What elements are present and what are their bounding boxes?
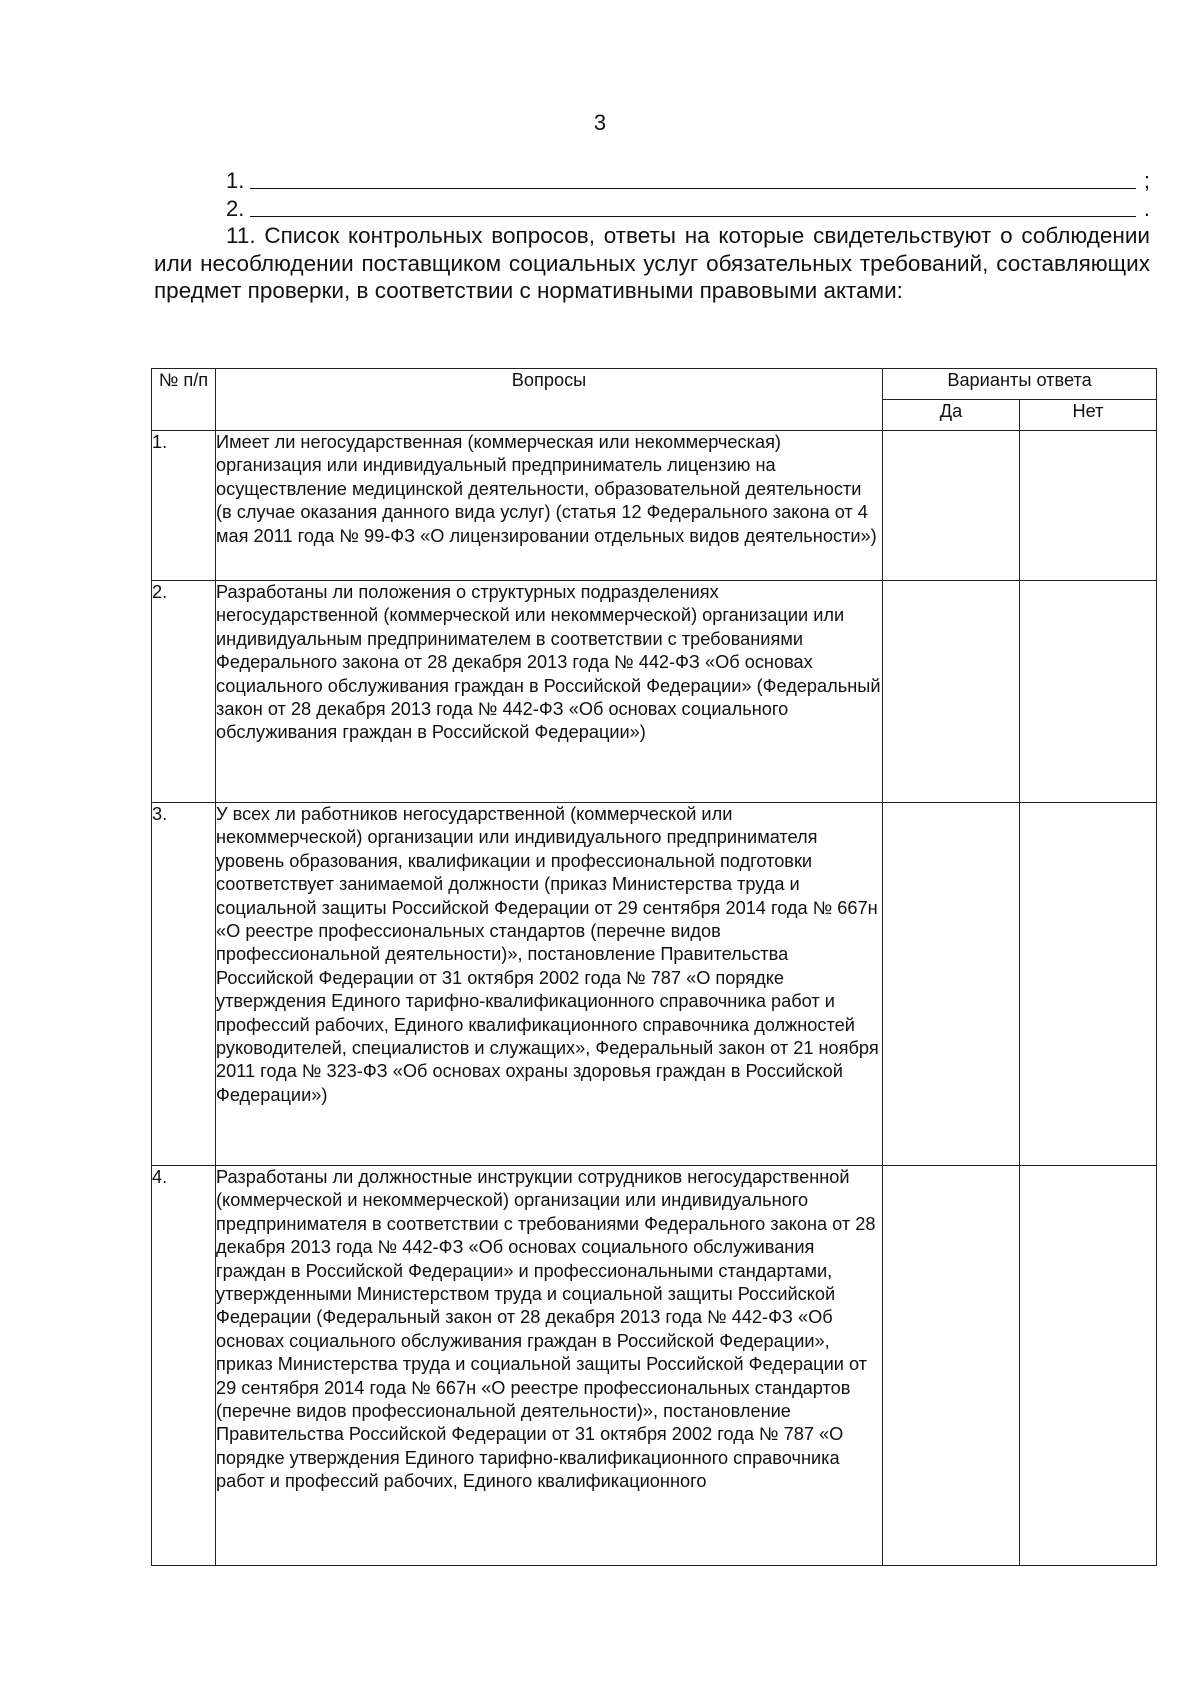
header-questions: Вопросы <box>216 369 883 431</box>
answer-yes-cell[interactable] <box>883 431 1020 581</box>
blank-line-1 <box>212 168 1150 194</box>
row-number: 1. <box>152 431 216 581</box>
row-number: 3. <box>152 803 216 1166</box>
answer-no-cell[interactable] <box>1020 1166 1157 1566</box>
answer-no-cell[interactable] <box>1020 431 1157 581</box>
header-number: № п/п <box>152 369 216 431</box>
blank-line-number: 1. <box>226 168 245 193</box>
checklist-table <box>151 368 1157 1566</box>
table-row <box>152 581 1157 803</box>
blank-line-2 <box>212 196 1150 222</box>
answer-yes-cell[interactable] <box>883 803 1020 1166</box>
table-row <box>152 1166 1157 1566</box>
question-text: У всех ли работников негосударственной (коммерческой или некоммерческой) организации или индивидуального предпринимателя уровень образования, квалификации и профессиональной подготовки соответствует занимаемой должности (приказ Министерства труда и социальной защиты Российской Федерации от 29 сентября 2014 года № 667н «О реестре профессиональных стандартов (перечне видов профессиональной деятельности)», постановление Правительства Российской Федерации от 31 октября 2002 года № 787 «О порядке утверждения Единого тарифно-квалификационного справочника работ и профессий рабочих, Единого квалификационного справочника должностей руководителей, специалистов и служащих», Федеральный закон от 21 ноября 2011 года № 323-ФЗ «Об основах охраны здоровья граждан в Российской Федерации») <box>216 803 883 1166</box>
underline <box>250 216 1136 217</box>
row-number: 2. <box>152 581 216 803</box>
answer-no-cell[interactable] <box>1020 803 1157 1166</box>
question-text: Разработаны ли положения о структурных подразделениях негосударственной (коммерческой или некоммерческой) организации или индивидуальным предпринимателем в соответствии с требованиями Федерального закона от 28 декабря 2013 года № 442-ФЗ «Об основах социального обслуживания граждан в Российской Федерации» (Федеральный закон от 28 декабря 2013 года № 442-ФЗ «Об основах социального обслуживания граждан в Российской Федерации») <box>216 581 883 803</box>
header-yes: Да <box>883 400 1020 431</box>
row-number: 4. <box>152 1166 216 1566</box>
answer-yes-cell[interactable] <box>883 581 1020 803</box>
answer-yes-cell[interactable] <box>883 1166 1020 1566</box>
answer-no-cell[interactable] <box>1020 581 1157 803</box>
table-row <box>152 803 1157 1166</box>
question-text: Имеет ли негосударственная (коммерческая или некоммерческая) организация или индивидуальный предприниматель лицензию на осуществление медицинской деятельности, образовательной деятельности (в случае оказания данного вида услуг) (статья 12 Федерального закона от 4 мая 2011 года № 99-ФЗ «О лицензировании отдельных видов деятельности») <box>216 431 883 581</box>
header-no: Нет <box>1020 400 1157 431</box>
table-row <box>152 431 1157 581</box>
intro-paragraph <box>154 222 1150 305</box>
line-end-mark: . <box>1143 196 1150 221</box>
page-number: 3 <box>593 110 607 135</box>
blank-line-number: 2. <box>226 196 245 221</box>
underline <box>250 188 1136 189</box>
header-answer-variants: Варианты ответа <box>883 369 1157 400</box>
intro-text: 11. Список контрольных вопросов, ответы на которые свидетельствуют о соблюдении или несоблюдении поставщиком социальных услуг обязательных требований, составляющих предмет проверки, в соответствии с нормативными правовыми актами: <box>154 223 1150 303</box>
question-text: Разработаны ли должностные инструкции сотрудников негосударственной (коммерческой и некоммерческой) организации или индивидуального предпринимателя в соответствии с требованиями Федерального закона от 28 декабря 2013 года № 442-ФЗ «Об основах социального обслуживания граждан в Российской Федерации» и профессиональными стандартами, утвержденными Министерством труда и социальной защиты Российской Федерации (Федеральный закон от 28 декабря 2013 года № 442-ФЗ «Об основах социального обслуживания граждан в Российской Федерации», приказ Министерства труда и социальной защиты Российской Федерации от 29 сентября 2014 года № 667н «О реестре профессиональных стандартов (перечне видов профессиональной деятельности)», постановление Правительства Российской Федерации от 31 октября 2002 года № 787 «О порядке утверждения Единого тарифно-квалификационного справочника работ и профессий рабочих, Единого квалификационного <box>216 1166 883 1566</box>
line-end-mark: ; <box>1143 168 1150 193</box>
